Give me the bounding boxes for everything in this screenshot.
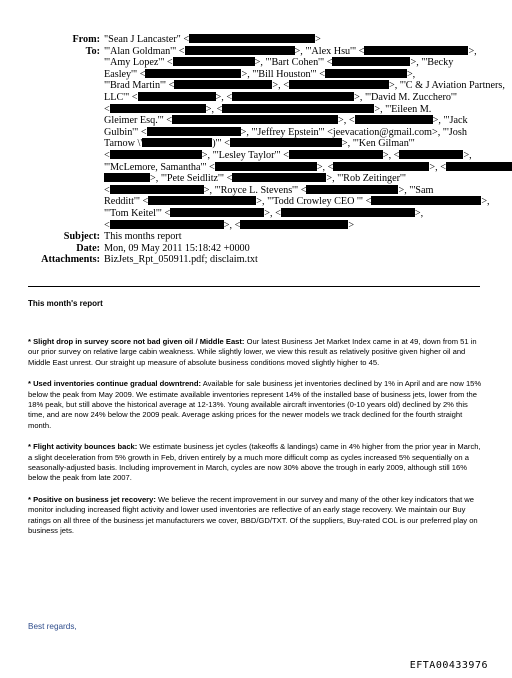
to-row [0, 46, 512, 232]
recipient-text: >, < [338, 115, 355, 127]
redaction-block [189, 34, 315, 43]
email-header [0, 34, 512, 266]
redaction-block [174, 80, 272, 89]
redaction-block [281, 208, 415, 217]
recipient-text: >, "'Rob Zeitinger'" [326, 173, 407, 185]
recipient-line [104, 69, 476, 81]
recipient-text: )'" < [212, 138, 230, 150]
recipient-line [104, 104, 476, 116]
redaction-block [185, 46, 295, 55]
recipient-text: Tarnow \' [104, 138, 143, 150]
recipient-line [104, 150, 476, 162]
from-label: From: [72, 34, 100, 45]
recipient-text: < [104, 103, 110, 115]
recipient-text: >, [414, 207, 424, 219]
recipient-text: >, "'Eileen M. [374, 103, 432, 115]
recipient-text: >, < [215, 91, 233, 103]
redaction-block [333, 162, 429, 171]
report-paragraph [28, 495, 484, 537]
recipient-text: >, < [272, 80, 289, 92]
recipient-text: >, "'David M. Zucchero'" [354, 91, 458, 103]
recipient-text: Redditt'" < [104, 196, 149, 208]
recipient-line [104, 173, 476, 185]
recipient-text: >, "'Ken Gilman'" [341, 138, 415, 150]
subject-label: Subject: [63, 231, 100, 243]
recipient-text: < [104, 184, 110, 196]
recipient-text: < [104, 149, 110, 161]
subject-row [0, 231, 512, 243]
recipient-text: Gleimer Esq.'" < [104, 115, 173, 127]
redaction-block [110, 104, 206, 113]
redaction-block [147, 127, 241, 136]
date-row [0, 243, 512, 255]
redaction-block [110, 150, 202, 159]
recipient-text: "'Tom Keitel'" < [104, 207, 171, 219]
paragraph-text: We estimate business jet cycles (takeoffs & landings) came in 4% higher from the prior year in March, a slight deceleration from 5% growth in Feb, driven entirely by a much more difficult comp as cycles increased 5% sequentially on a seasonally-adjusted basis. Including improvement in March, cycles are now 30% above the trough in early 2009, although still 16% below the peak from late 2007. [28, 442, 481, 483]
subject-value: This months report [104, 231, 182, 243]
redaction-block [110, 220, 224, 229]
recipient-text: >, "'Alex Hsu'" < [294, 45, 365, 57]
redaction-block [215, 162, 317, 171]
redaction-block [355, 115, 433, 124]
redaction-block [289, 150, 383, 159]
recipient-text: > [348, 219, 355, 231]
recipient-text: >, "'Bart Cohen'" < [254, 57, 333, 69]
redaction-block [230, 138, 342, 147]
recipient-text: >, "'Jeffrey Epstein'" <jeevacation@gmail.com>, "'Josh [240, 126, 467, 138]
recipient-text: >, < [382, 149, 400, 161]
paragraph-text: Our latest Business Jet Market Index came in at 49, down from 51 in our prior survey on relative large cabin weakness. While slightly lower, we view this result as relatively positive given higher oil and Middle East unrest. Our straight up measure of absolute business conditions moved slightly higher to 45. [28, 337, 477, 367]
redaction-block [172, 115, 338, 124]
paragraph-heading: * Slight drop in survey score not bad given oil / Middle East: [28, 337, 245, 346]
redaction-block [145, 69, 241, 78]
recipient-line [104, 162, 476, 174]
recipient-text: >, "'Royce L. Stevens'" < [203, 184, 307, 196]
redaction-block [232, 173, 326, 182]
recipient-text: "'Amy Lopez'" < [104, 57, 173, 69]
paragraph-heading: * Used inventories continue gradual downtrend: [28, 379, 201, 389]
recipient-text: < [104, 219, 110, 231]
recipient-line [104, 196, 490, 208]
recipient-text: >, < [205, 103, 223, 115]
redaction-block [138, 92, 216, 101]
report-paragraph [28, 442, 484, 484]
recipient-text: >, < [223, 219, 241, 231]
redaction-block [232, 92, 354, 101]
paragraph-text: Available for sale business jet inventories declined by 1% in April and are now 15% below the peak from May 2009. We estimate available inventories represent 14% of the installed base of business jets, lower from the 18% peak, but still above the historical average at 12-13%. Young available aircraft inventories (0-10 years old) declined by 2% this time, and are now 24% below the 2009 peak. Average asking prices for the newer models we track declined for the fourth straight month. [28, 379, 482, 430]
redaction-block [240, 220, 348, 229]
document-id: EFTA00433976 [409, 660, 488, 671]
from-text: "Sean J Lancaster" < [104, 34, 190, 45]
recipient-line [104, 115, 476, 127]
from-value: "Sean J Lancaster" < > [104, 34, 321, 45]
redaction-block [325, 69, 407, 78]
recipient-text: >, [468, 45, 477, 57]
recipient-text: "'Brad Martin'" < [104, 80, 175, 92]
recipient-text: >, "'Jack [432, 115, 468, 127]
recipient-text: >, < [316, 161, 334, 173]
recipient-line [104, 208, 476, 220]
date-value: Mon, 09 May 2011 15:18:42 +0000 [104, 242, 250, 254]
attachments-value[interactable]: BizJets_Rpt_050911.pdf; disclaim.txt [104, 254, 258, 266]
paragraph-heading: * Positive on business jet recovery: [28, 494, 156, 504]
redaction-block [399, 150, 463, 159]
recipient-text: >, "'Bill Houston'" < [241, 68, 325, 80]
from-row [0, 34, 512, 46]
attachments-row [0, 254, 512, 266]
recipient-text: >, < [264, 207, 281, 219]
recipient-text: >, "'Becky [410, 57, 454, 69]
recipient-text: >, "'Lesley Taylor'" < [201, 149, 289, 161]
redaction-block [173, 57, 255, 66]
to-label: To: [85, 45, 100, 57]
report-paragraph [28, 337, 484, 368]
recipient-text: >, "'Sam [398, 184, 434, 196]
recipient-text: >, [406, 68, 416, 80]
redaction-block [289, 80, 389, 89]
recipient-text: >, < [429, 161, 446, 173]
redaction-block [148, 196, 256, 205]
recipient-line [104, 80, 505, 92]
redaction-block [110, 185, 204, 194]
recipient-text: >, "'Pete Seidlitz'" < [150, 173, 233, 185]
report-title: This month's report [28, 299, 103, 308]
recipient-line [104, 185, 476, 197]
recipient-line [104, 46, 476, 58]
redaction-block [142, 138, 212, 147]
recipient-text: "'McLemore, Samantha'" < [104, 161, 215, 173]
report-body [28, 337, 484, 548]
recipient-line [104, 138, 476, 150]
redaction-block [371, 196, 481, 205]
date-label: Date: [76, 242, 100, 254]
redaction-block [306, 185, 398, 194]
recipient-text: >, [463, 149, 472, 161]
redaction-block [170, 208, 264, 217]
divider [28, 286, 480, 287]
redaction-block [222, 104, 374, 113]
recipient-line [104, 220, 476, 232]
recipient-text: >, [481, 196, 490, 208]
closing-text: Best regards, [28, 622, 77, 631]
recipient-text: Easley'" < [104, 68, 146, 80]
recipient-text: >, "'Todd Crowley CEO '" < [256, 196, 372, 208]
recipient-line [104, 127, 476, 139]
redaction-block [104, 173, 150, 182]
recipient-text: LLC'" < [104, 91, 138, 103]
attachments-label: Attachments: [41, 254, 100, 266]
to-recipients [104, 45, 505, 232]
recipient-text: Gulbin'" < [104, 126, 147, 138]
redaction-block [332, 57, 410, 66]
report-paragraph [28, 379, 484, 431]
recipient-line [104, 92, 476, 104]
recipient-text: "'Alan Goldman'" < [104, 45, 185, 57]
recipient-text: >, "'C & J Aviation Partners, [388, 80, 505, 92]
paragraph-text: We believe the recent improvement in our survey and many of the other key indicators that we monitor including increased flight activity and lower used inventories are reflective of an early stage recovery. We maintain our Buy ratings on all three of the business jet manufacturers we cover, BBD/GD/TXT. Of the suppliers, Buy-rated COL is our preferred play on business jets. [28, 494, 478, 536]
redaction-block [364, 46, 468, 55]
recipient-line [104, 57, 476, 69]
redaction-block [446, 162, 512, 171]
paragraph-heading: * Flight activity bounces back: [28, 442, 138, 452]
